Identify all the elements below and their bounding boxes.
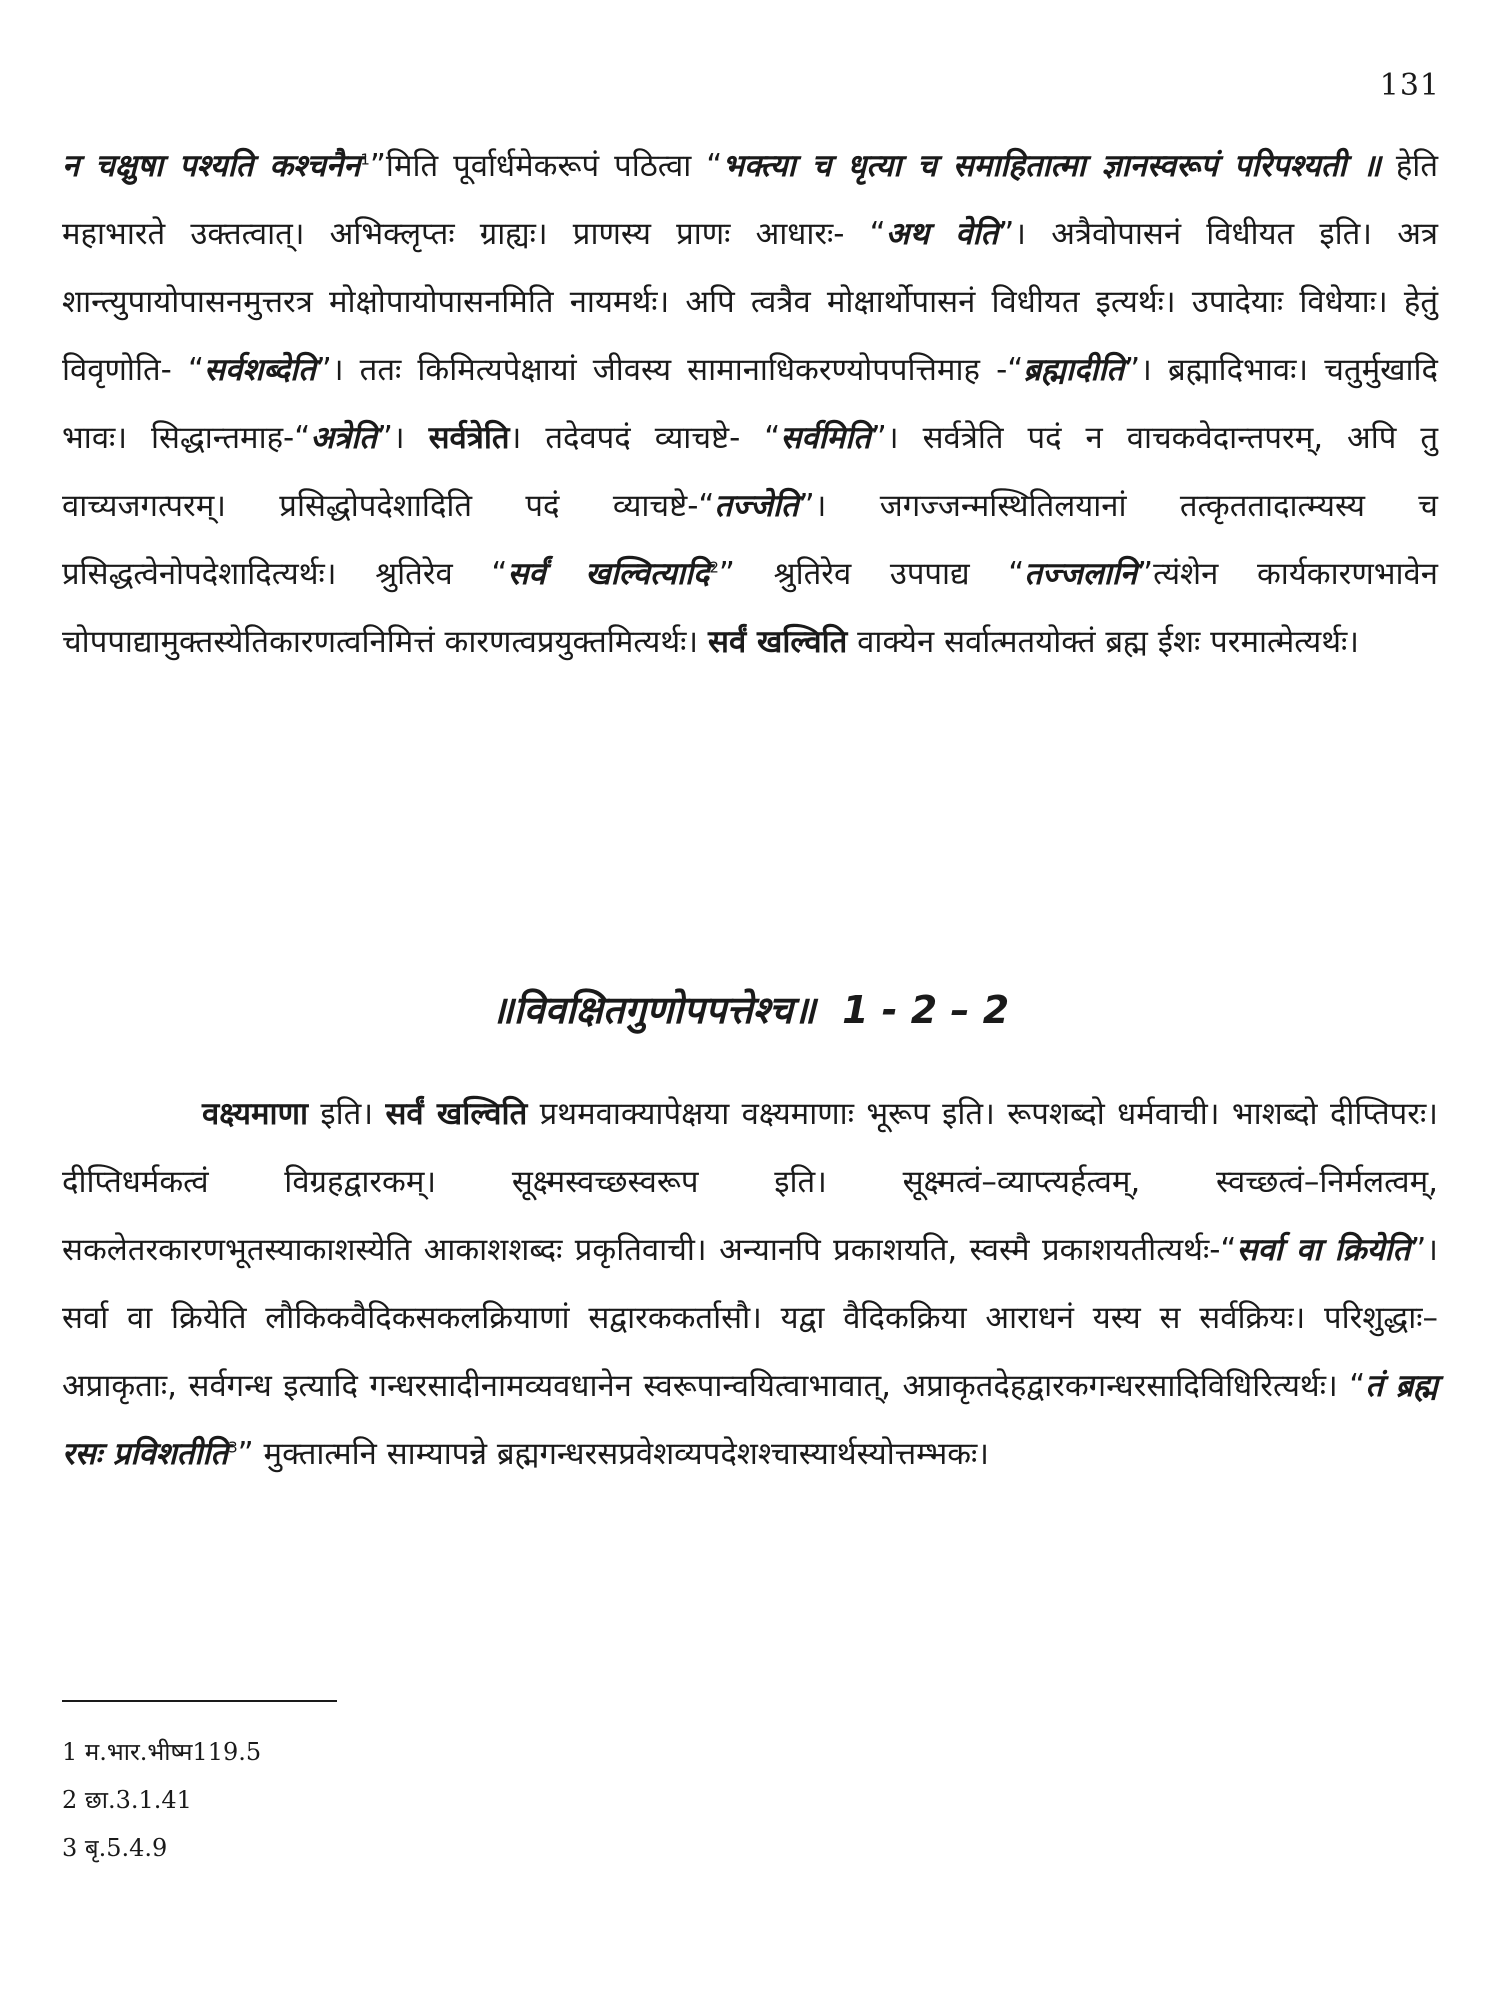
footnote: 1 म.भार.भीष्म119.5 bbox=[62, 1738, 262, 1766]
commentary-paragraph-2 bbox=[62, 1080, 1438, 1488]
pratika-quote: सर्वमिति bbox=[780, 420, 871, 456]
commentary-text: इति। bbox=[308, 1096, 386, 1132]
pratika-quote: सर्वशब्देति bbox=[204, 352, 316, 388]
commentary-text: हेति महाभारते उक्तत्वात्। अभिक्लृप्तः ग्राह्यः। प्राणस्य प्राणः आधारः- “ bbox=[62, 148, 1439, 252]
sutra-title: ॥विवक्षितगुणोपपत्तेश्च॥ bbox=[490, 988, 816, 1032]
footnote-divider bbox=[62, 1700, 337, 1702]
bold-term: सर्वत्रेति bbox=[428, 420, 510, 456]
verse-quote: न चक्षुषा पश्यति कश्चनैन bbox=[62, 148, 361, 184]
pratika-quote: अथ वेति bbox=[885, 216, 999, 252]
commentary-text: ”। जगज्जन्मस्थितिलयानां तत्कृततादात्म्यस्य च प्रसिद्धत्वेनोपदेशादित्यर्थः। श्रुतिरेव “ bbox=[62, 488, 1438, 592]
commentary-text: प्रथमवाक्यापेक्षया वक्ष्यमाणाः भूरूप इति। रूपशब्दो धर्मवाची। भाशब्दो दीप्तिपरः। दीप्तिधर्मकत्वं विग्रहद्वारकम्। सूक्ष्मस्वच्छस्वरूप इति। सूक्ष्मत्वं–व्याप्त्यर्हत्वम्, स्वच्छत्वं–निर्मलत्वम्, सकलेतरकारणभूतस्याकाशस्येति आकाशशब्दः प्रकृतिवाची। अन्यानपि प्रकाशयति, स्वस्मै प्रकाशयतीत्यर्थः-“ bbox=[62, 1096, 1438, 1268]
verse-quote: भक्त्या च धृत्या च समाहितात्मा ज्ञानस्वरूपं परिपश्यती ॥ bbox=[722, 148, 1381, 184]
commentary-text: । तदेवपदं व्याचष्टे- “ bbox=[509, 420, 781, 456]
bold-term: वक्ष्यमाणा bbox=[202, 1096, 309, 1132]
commentary-text: ” श्रुतिरेव उपपाद्य “ bbox=[718, 556, 1025, 592]
pratika-quote: सर्वा वा क्रियेति bbox=[1236, 1232, 1411, 1268]
commentary-text: ”। ततः किमित्यपेक्षायां जीवस्य सामानाधिकरण्योपपत्तिमाह -“ bbox=[315, 352, 1024, 388]
footnotes bbox=[62, 1728, 261, 1872]
pratika-quote: तज्जेति bbox=[714, 488, 799, 524]
commentary-text: वाक्येन सर्वात्मतयोक्तं ब्रह्म ईशः परमात्मेत्यर्थः। bbox=[847, 624, 1360, 660]
commentary-text: ”। अत्रैवोपासनं विधीयत इति। अत्र शान्त्युपायोपासनमुत्तरत्र मोक्षोपायोपासनमिति नायमर्थः। अपि त्वत्रैव मोक्षार्थोपासनं विधीयत इत्यर्थः। उपादेयाः विधेयाः। हेतुं विवृणोति- “ bbox=[62, 216, 1438, 388]
page-number: 131 bbox=[1379, 68, 1440, 103]
commentary-text: ”त्यंशेन कार्यकारणभावेन चोपपाद्यामुक्तस्येतिकारणत्वनिमित्तं कारणत्वप्रयुक्तमित्यर्थः। bbox=[62, 556, 1438, 660]
pratika-quote: अत्रेति bbox=[310, 420, 377, 456]
sutra-heading bbox=[0, 985, 1500, 1035]
pratika-quote: ब्रह्मादीति bbox=[1023, 352, 1125, 388]
commentary-text: ”। सर्वा वा क्रियेति लौकिकवैदिकसकलक्रियाणां सद्वारककर्तासौ। यद्वा वैदिकक्रिया आराधनं यस्य स सर्वक्रियः। परिशुद्धाः–अप्राकृताः, सर्वगन्ध इत्यादि गन्धरसादीनामव्यवधानेन स्वरूपान्वयित्वाभावात्, अप्राकृतदेहद्वारकगन्धरसादिविधिरित्यर्थः। “ bbox=[62, 1232, 1438, 1404]
commentary-text: ”। सर्वत्रेति पदं न वाचकवेदान्तपरम्, अपि तु वाच्यजगत्परम्। प्रसिद्धोपदेशादिति पदं व्याचष्टे-“ bbox=[62, 420, 1438, 524]
pratika-quote: सर्वं खल्वित्यादि bbox=[507, 556, 710, 592]
footnote-marker: 3 bbox=[228, 1438, 238, 1457]
commentary-text: ” मुक्तात्मनि साम्यापन्ने ब्रह्मगन्धरसप्रवेशव्यपदेशश्चास्यार्थस्योत्तम्भकः। bbox=[237, 1436, 990, 1472]
commentary-paragraph-1 bbox=[62, 132, 1438, 676]
commentary-text: ”। ब्रह्मादिभावः। चतुर्मुखादि भावः। सिद्धान्तमाह-“ bbox=[62, 352, 1438, 456]
bold-term: सर्वं खल्विति bbox=[385, 1096, 528, 1132]
footnote-marker: 2 bbox=[709, 558, 719, 577]
commentary-text: ”। bbox=[376, 420, 429, 456]
commentary-text: ”मिति पूर्वार्धमेकरूपं पठित्वा “ bbox=[369, 148, 723, 184]
footnote: 2 छा.3.1.41 bbox=[62, 1786, 192, 1814]
sutra-number: 1 - 2 – 2 bbox=[842, 988, 1010, 1032]
footnote: 3 बृ.5.4.9 bbox=[62, 1834, 168, 1862]
pratika-quote: तज्जलानि bbox=[1024, 556, 1138, 592]
footnote-marker: 1 bbox=[360, 150, 370, 169]
bold-term: सर्वं खल्विति bbox=[708, 624, 848, 660]
pratika-quote: तं ब्रह्म रसः प्रविशतीति bbox=[62, 1368, 1438, 1472]
